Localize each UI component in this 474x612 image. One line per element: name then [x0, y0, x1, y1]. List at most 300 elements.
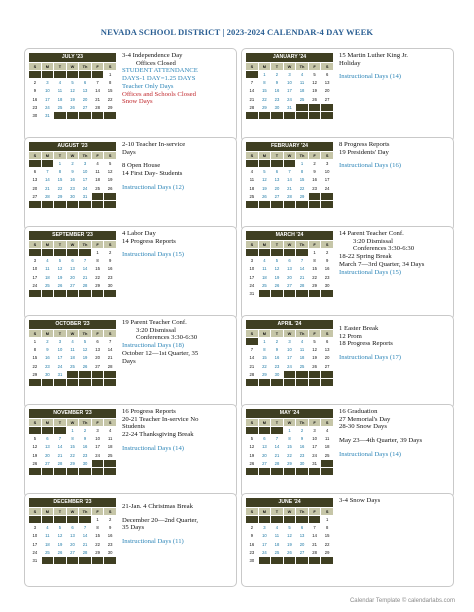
- empty-cell: [309, 379, 321, 386]
- weekday-header: Th: [296, 63, 308, 70]
- month-name: FEBRUARY '24: [246, 142, 333, 151]
- weekday-header: S: [246, 63, 258, 70]
- day-cell: 18: [92, 176, 104, 183]
- day-cell: 27: [296, 549, 308, 556]
- note-line: Instructional Days (18): [122, 342, 185, 350]
- month-panel: [241, 315, 454, 409]
- day-cell: 3: [42, 79, 54, 86]
- month-panel: [241, 137, 454, 231]
- note-line: Instructional Days (12): [122, 183, 185, 191]
- day-cell: 5: [79, 338, 91, 345]
- day-cell: 27: [92, 363, 104, 370]
- day-cell: 25: [321, 452, 333, 459]
- day-cell: 18: [296, 87, 308, 94]
- mini-calendar: [246, 53, 333, 119]
- weekday-header: Th: [79, 241, 91, 248]
- empty-cell: [259, 427, 271, 434]
- note-line: Instructional Days (11): [122, 538, 184, 546]
- day-cell: 20: [42, 452, 54, 459]
- empty-cell: [104, 460, 116, 467]
- note-line: December 20—2nd Quarter,: [122, 516, 199, 524]
- day-cell: 31: [42, 112, 54, 119]
- note-line: 28-30 Snow Days: [339, 423, 387, 431]
- day-cell: 27: [42, 460, 54, 467]
- empty-cell: [259, 379, 271, 386]
- day-cell: 22: [321, 541, 333, 548]
- empty-cell: [104, 290, 116, 297]
- day-cell: 8: [29, 346, 41, 353]
- day-cell: 4: [67, 338, 79, 345]
- day-cell: 26: [104, 185, 116, 192]
- day-cell: 21: [79, 541, 91, 548]
- empty-cell: [309, 290, 321, 297]
- mini-calendar: [246, 409, 333, 475]
- note-line: 3-4 Snow Days: [339, 497, 381, 504]
- weekday-header: W: [284, 63, 296, 70]
- day-cell: 8: [321, 524, 333, 531]
- day-cell: 10: [54, 346, 66, 353]
- day-cell: 21: [246, 96, 258, 103]
- day-cell: 23: [104, 541, 116, 548]
- empty-cell: [271, 557, 283, 564]
- day-cell: 9: [104, 257, 116, 264]
- day-cell: 19: [271, 274, 283, 281]
- empty-cell: [284, 371, 296, 378]
- weekday-header: M: [259, 508, 271, 515]
- day-cell: 11: [259, 265, 271, 272]
- day-cell: 2: [309, 160, 321, 167]
- weekday-header: Th: [79, 152, 91, 159]
- day-cell: 9: [79, 435, 91, 442]
- empty-cell: [271, 160, 283, 167]
- month-notes: [339, 497, 453, 505]
- weekday-header: M: [42, 63, 54, 70]
- empty-cell: [309, 201, 321, 208]
- day-cell: 8: [296, 168, 308, 175]
- empty-cell: [284, 379, 296, 386]
- day-cell: 8: [92, 524, 104, 531]
- day-cell: 13: [67, 265, 79, 272]
- day-cell: 10: [259, 532, 271, 539]
- day-cell: 13: [259, 443, 271, 450]
- day-cell: 6: [296, 524, 308, 531]
- weekday-header: W: [67, 330, 79, 337]
- note-line: 1 Easter Break: [339, 325, 379, 332]
- day-cell: 26: [67, 104, 79, 111]
- day-cell: 24: [92, 452, 104, 459]
- day-cell: 2: [246, 524, 258, 531]
- day-cell: 13: [321, 346, 333, 353]
- weekday-header: T: [54, 419, 66, 426]
- day-cell: 3: [259, 524, 271, 531]
- empty-cell: [104, 193, 116, 200]
- day-cell: 16: [271, 87, 283, 94]
- month-panel: [24, 404, 237, 498]
- empty-cell: [296, 290, 308, 297]
- weekday-header: T: [271, 330, 283, 337]
- day-cell: 2: [79, 427, 91, 434]
- note-line: March 7—3rd Quarter, 34 Days: [339, 260, 425, 268]
- weekday-header: M: [42, 152, 54, 159]
- day-cell: 24: [79, 185, 91, 192]
- empty-cell: [67, 201, 79, 208]
- day-cell: 2: [104, 516, 116, 523]
- day-cell: 7: [42, 168, 54, 175]
- day-cell: 11: [67, 346, 79, 353]
- day-cell: 2: [321, 249, 333, 256]
- day-cell: 18: [271, 541, 283, 548]
- note-line: 16 Progress Reports: [122, 408, 176, 415]
- day-cell: 7: [309, 524, 321, 531]
- weekday-header: M: [259, 330, 271, 337]
- note-line: Snow Days: [122, 98, 153, 106]
- day-cell: 20: [67, 541, 79, 548]
- empty-cell: [79, 71, 91, 78]
- day-cell: 1: [296, 160, 308, 167]
- day-cell: 24: [246, 282, 258, 289]
- day-cell: 12: [54, 265, 66, 272]
- weekday-header: S: [246, 508, 258, 515]
- day-cell: 1: [259, 338, 271, 345]
- weekday-header: Th: [79, 330, 91, 337]
- day-cell: 4: [246, 168, 258, 175]
- weekday-header: F: [309, 63, 321, 70]
- day-cell: 13: [42, 443, 54, 450]
- day-cell: 18: [246, 185, 258, 192]
- day-cell: 28: [284, 193, 296, 200]
- empty-cell: [271, 379, 283, 386]
- empty-cell: [321, 460, 333, 467]
- day-cell: 13: [321, 79, 333, 86]
- day-cell: 29: [29, 371, 41, 378]
- day-cell: 3: [284, 71, 296, 78]
- day-cell: 17: [284, 87, 296, 94]
- empty-cell: [54, 379, 66, 386]
- empty-cell: [42, 249, 54, 256]
- weekday-header: F: [92, 241, 104, 248]
- day-cell: 25: [246, 193, 258, 200]
- weekday-header: M: [42, 330, 54, 337]
- day-cell: 14: [309, 532, 321, 539]
- day-cell: 26: [54, 549, 66, 556]
- day-cell: 26: [309, 96, 321, 103]
- day-cell: 15: [284, 443, 296, 450]
- note-line: Conferences 3:30-6:30: [136, 334, 198, 342]
- weekday-header: Th: [296, 241, 308, 248]
- day-cell: 5: [259, 168, 271, 175]
- day-grid: [29, 508, 116, 565]
- day-cell: 2: [271, 71, 283, 78]
- month-notes: [339, 230, 453, 276]
- empty-cell: [67, 249, 79, 256]
- day-cell: 17: [54, 354, 66, 361]
- day-grid: [29, 419, 116, 476]
- weekday-header: S: [246, 330, 258, 337]
- weekday-header: M: [42, 508, 54, 515]
- day-grid: [246, 330, 333, 387]
- day-cell: 13: [284, 265, 296, 272]
- day-cell: 1: [321, 516, 333, 523]
- day-cell: 26: [54, 282, 66, 289]
- weekday-header: T: [54, 508, 66, 515]
- day-cell: 8: [259, 346, 271, 353]
- empty-cell: [92, 201, 104, 208]
- day-cell: 16: [67, 176, 79, 183]
- weekday-header: T: [54, 152, 66, 159]
- weekday-header: S: [104, 241, 116, 248]
- weekday-header: S: [104, 152, 116, 159]
- day-cell: 15: [54, 176, 66, 183]
- day-cell: 8: [54, 168, 66, 175]
- day-cell: 12: [54, 532, 66, 539]
- weekday-header: F: [92, 63, 104, 70]
- note-line: Conferences 3:30-6:30: [353, 245, 415, 253]
- day-cell: 21: [92, 96, 104, 103]
- weekday-header: F: [309, 241, 321, 248]
- empty-cell: [29, 71, 41, 78]
- weekday-header: F: [309, 152, 321, 159]
- empty-cell: [92, 112, 104, 119]
- day-cell: 20: [321, 87, 333, 94]
- day-cell: 26: [271, 282, 283, 289]
- empty-cell: [246, 201, 258, 208]
- note-line: 3:20 Dismissal: [136, 326, 176, 334]
- empty-cell: [104, 557, 116, 564]
- mini-calendar: [29, 498, 116, 564]
- weekday-header: S: [321, 241, 333, 248]
- empty-cell: [54, 201, 66, 208]
- day-cell: 10: [79, 168, 91, 175]
- empty-cell: [29, 427, 41, 434]
- mini-calendar: [29, 231, 116, 297]
- weekday-header: S: [29, 419, 41, 426]
- empty-cell: [296, 516, 308, 523]
- weekday-header: Th: [296, 152, 308, 159]
- month-notes: [122, 230, 236, 259]
- day-cell: 22: [296, 185, 308, 192]
- day-cell: 1: [29, 338, 41, 345]
- empty-cell: [54, 516, 66, 523]
- note-line: 27 Memorial's Day: [339, 415, 391, 423]
- day-cell: 19: [259, 185, 271, 192]
- day-cell: 6: [284, 257, 296, 264]
- weekday-header: Th: [79, 63, 91, 70]
- note-line: Offices and Schools Closed: [122, 90, 196, 98]
- note-line: Instructional Days (14): [339, 73, 402, 81]
- note-line: 3-4 Independence Day: [122, 52, 183, 59]
- day-cell: 17: [92, 443, 104, 450]
- empty-cell: [321, 193, 333, 200]
- day-cell: 10: [309, 435, 321, 442]
- day-cell: 13: [271, 176, 283, 183]
- day-grid: [29, 152, 116, 209]
- day-grid: [246, 508, 333, 565]
- day-cell: 25: [104, 452, 116, 459]
- empty-cell: [67, 516, 79, 523]
- day-cell: 8: [67, 435, 79, 442]
- day-grid: [29, 63, 116, 120]
- weekday-header: M: [259, 152, 271, 159]
- note-line: 14 Progress Reports: [122, 237, 176, 245]
- day-cell: 16: [271, 354, 283, 361]
- day-cell: 19: [79, 354, 91, 361]
- day-cell: 14: [296, 265, 308, 272]
- note-line: Instructional Days (15): [122, 251, 185, 259]
- day-cell: 21: [54, 452, 66, 459]
- day-cell: 30: [79, 460, 91, 467]
- day-cell: 11: [54, 87, 66, 94]
- month-name: DECEMBER '23: [29, 498, 116, 507]
- empty-cell: [54, 112, 66, 119]
- month-name: OCTOBER '23: [29, 320, 116, 329]
- weekday-header: S: [29, 63, 41, 70]
- day-cell: 10: [321, 168, 333, 175]
- note-line: Students: [122, 423, 146, 431]
- empty-cell: [296, 201, 308, 208]
- day-cell: 29: [67, 460, 79, 467]
- empty-cell: [246, 516, 258, 523]
- day-cell: 19: [54, 274, 66, 281]
- day-cell: 29: [309, 282, 321, 289]
- day-cell: 12: [79, 346, 91, 353]
- empty-cell: [79, 290, 91, 297]
- day-cell: 4: [42, 257, 54, 264]
- weekday-header: W: [284, 508, 296, 515]
- month-name: JANUARY '24: [246, 53, 333, 62]
- day-cell: 22: [54, 185, 66, 192]
- weekday-header: T: [271, 152, 283, 159]
- empty-cell: [284, 468, 296, 475]
- day-cell: 17: [42, 96, 54, 103]
- day-cell: 28: [92, 104, 104, 111]
- day-cell: 21: [104, 354, 116, 361]
- day-cell: 30: [321, 282, 333, 289]
- day-cell: 22: [259, 96, 271, 103]
- day-cell: 16: [246, 541, 258, 548]
- day-cell: 6: [321, 338, 333, 345]
- day-cell: 3: [321, 160, 333, 167]
- day-cell: 6: [259, 435, 271, 442]
- day-cell: 3: [284, 338, 296, 345]
- day-cell: 11: [321, 435, 333, 442]
- empty-cell: [296, 468, 308, 475]
- empty-cell: [79, 379, 91, 386]
- day-grid: [246, 241, 333, 298]
- empty-cell: [42, 201, 54, 208]
- day-cell: 25: [92, 185, 104, 192]
- day-cell: 26: [259, 193, 271, 200]
- day-cell: 26: [246, 460, 258, 467]
- day-cell: 7: [246, 79, 258, 86]
- day-cell: 16: [104, 265, 116, 272]
- day-cell: 7: [246, 346, 258, 353]
- empty-cell: [79, 249, 91, 256]
- day-cell: 29: [92, 282, 104, 289]
- day-cell: 22: [259, 363, 271, 370]
- day-cell: 11: [104, 435, 116, 442]
- day-cell: 20: [271, 185, 283, 192]
- day-cell: 7: [296, 257, 308, 264]
- day-cell: 9: [309, 168, 321, 175]
- empty-cell: [104, 379, 116, 386]
- day-cell: 18: [67, 354, 79, 361]
- day-cell: 22: [104, 96, 116, 103]
- empty-cell: [271, 290, 283, 297]
- weekday-header: F: [92, 152, 104, 159]
- day-cell: 14: [246, 87, 258, 94]
- empty-cell: [54, 249, 66, 256]
- empty-cell: [67, 71, 79, 78]
- note-line: 18 Progress Reports: [339, 340, 393, 348]
- mini-calendar: [246, 231, 333, 297]
- day-cell: 28: [104, 363, 116, 370]
- empty-cell: [321, 379, 333, 386]
- day-cell: 4: [54, 79, 66, 86]
- day-cell: 23: [104, 274, 116, 281]
- day-cell: 13: [29, 176, 41, 183]
- weekday-header: T: [54, 63, 66, 70]
- page-title: NEVADA SCHOOL DISTRICT | 2023-2024 CALENDAR-4 DAY WEEK: [100, 27, 374, 37]
- day-cell: 8: [259, 79, 271, 86]
- day-cell: 13: [67, 532, 79, 539]
- empty-cell: [92, 379, 104, 386]
- month-notes: [339, 141, 453, 170]
- weekday-header: S: [29, 330, 41, 337]
- day-cell: 1: [92, 249, 104, 256]
- day-cell: 29: [296, 193, 308, 200]
- note-line: 14 First Day- Students: [122, 170, 183, 178]
- day-cell: 5: [284, 524, 296, 531]
- day-cell: 7: [79, 524, 91, 531]
- day-cell: 9: [246, 532, 258, 539]
- day-cell: 17: [321, 176, 333, 183]
- month-name: NOVEMBER '23: [29, 409, 116, 418]
- empty-cell: [79, 112, 91, 119]
- month-name: JUNE '24: [246, 498, 333, 507]
- empty-cell: [246, 338, 258, 345]
- empty-cell: [284, 557, 296, 564]
- day-cell: 4: [42, 524, 54, 531]
- day-grid: [246, 419, 333, 476]
- month-notes: [122, 319, 236, 365]
- day-cell: 14: [42, 176, 54, 183]
- month-name: APRIL '24: [246, 320, 333, 329]
- day-cell: 14: [271, 443, 283, 450]
- day-cell: 15: [92, 532, 104, 539]
- note-line: 8 Open House: [122, 162, 161, 170]
- day-cell: 8: [284, 435, 296, 442]
- day-cell: 7: [284, 168, 296, 175]
- empty-cell: [271, 516, 283, 523]
- day-cell: 6: [271, 168, 283, 175]
- day-cell: 2: [104, 249, 116, 256]
- day-cell: 6: [321, 71, 333, 78]
- empty-cell: [67, 371, 79, 378]
- weekday-header: S: [321, 508, 333, 515]
- empty-cell: [246, 468, 258, 475]
- empty-cell: [67, 379, 79, 386]
- weekday-header: M: [42, 419, 54, 426]
- note-line: 22-24 Thanksgiving Break: [122, 431, 194, 439]
- day-cell: 6: [67, 257, 79, 264]
- day-cell: 14: [104, 346, 116, 353]
- empty-cell: [309, 468, 321, 475]
- day-cell: 23: [42, 363, 54, 370]
- empty-cell: [92, 468, 104, 475]
- day-cell: 24: [309, 452, 321, 459]
- weekday-header: F: [309, 330, 321, 337]
- day-cell: 14: [246, 354, 258, 361]
